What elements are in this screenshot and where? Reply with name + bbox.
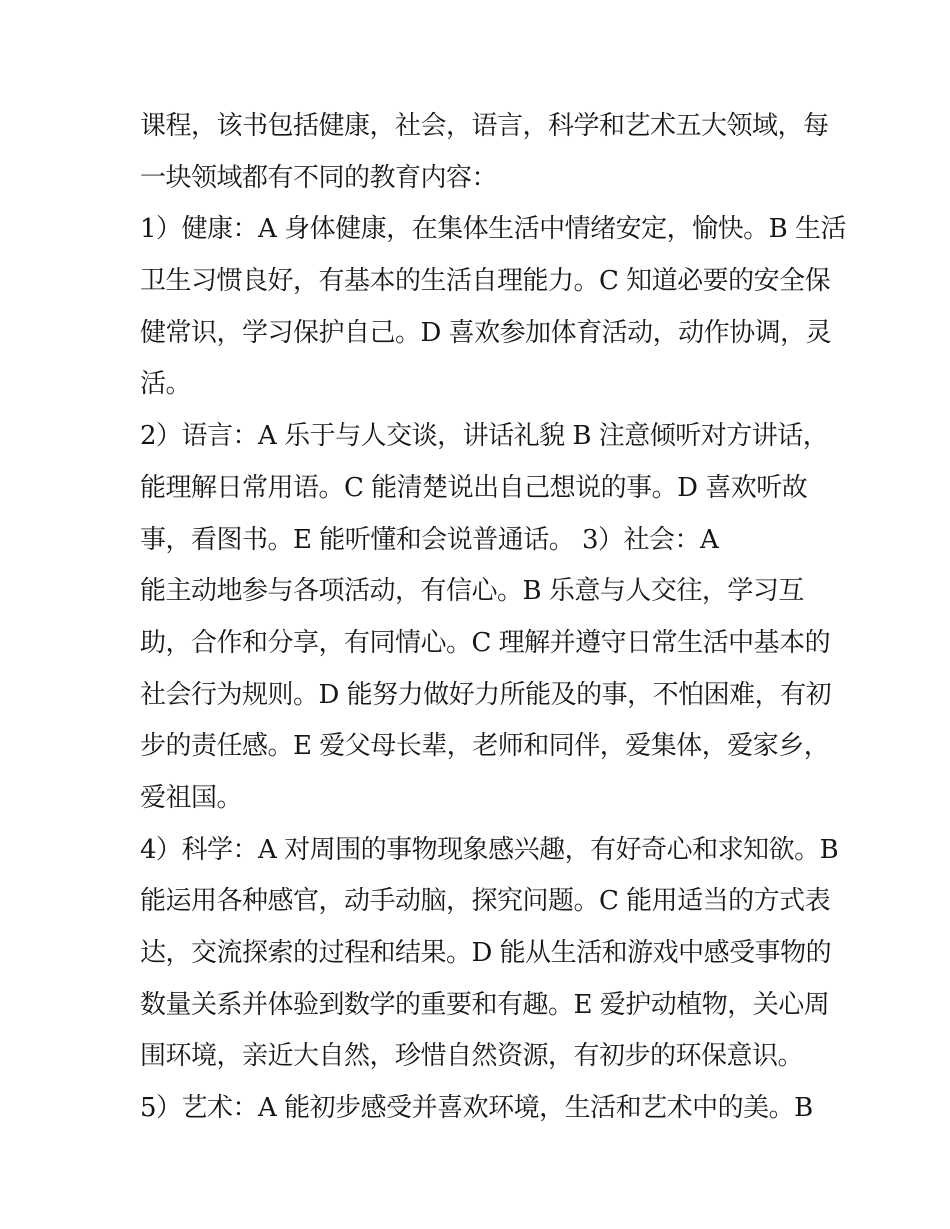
text-line: 事，看图书。E 能听懂和会说普通话。 3）社会：A xyxy=(140,524,719,555)
text-line: 4）科学：A 对周围的事物现象感兴趣，有好奇心和求知欲。B xyxy=(140,834,839,865)
text-line: 助，合作和分享，有同情心。C 理解并遵守日常生活中基本的 xyxy=(140,627,831,658)
text-line: 社会行为规则。D 能努力做好力所能及的事，不怕困难，有初 xyxy=(140,679,832,710)
text-line: 数量关系并体验到数学的重要和有趣。E 爱护动植物，关心周 xyxy=(140,989,830,1020)
text-line: 活。 xyxy=(140,369,192,400)
text-line: 5）艺术：A 能初步感受并喜欢环境，生活和艺术中的美。B xyxy=(140,1093,813,1124)
text-line: 能运用各种感官，动手动脑，探究问题。C 能用适当的方式表 xyxy=(140,886,831,917)
text-line: 一块领域都有不同的教育内容： xyxy=(140,162,498,193)
text-line: 1）健康：A 身体健康，在集体生活中情绪安定，愉快。B 生活 xyxy=(140,214,846,245)
text-line: 课程，该书包括健康，社会，语言，科学和艺术五大领域，每 xyxy=(140,111,829,141)
text-line: 卫生习惯良好，有基本的生活自理能力。C 知道必要的安全保 xyxy=(140,266,831,297)
text-line: 步的责任感。E 爱父母长辈，老师和同伴，爱集体，爱家乡， xyxy=(140,731,830,762)
text-line: 能理解日常用语。C 能清楚说出自己想说的事。D 喜欢听故 xyxy=(140,472,808,503)
text-line: 能主动地参与各项活动，有信心。B 乐意与人交往，学习互 xyxy=(140,576,804,607)
text-line: 围环境，亲近大自然，珍惜自然资源，有初步的环保意识。 xyxy=(140,1041,804,1072)
text-block xyxy=(140,101,846,1135)
text-line: 2）语言：A 乐于与人交谈，讲话礼貌 B 注意倾听对方讲话， xyxy=(140,421,829,452)
text-line: 达，交流探索的过程和结果。D 能从生活和游戏中感受事物的 xyxy=(140,938,832,968)
text-line: 健常识，学习保护自己。D 喜欢参加体育活动，动作协调，灵 xyxy=(140,317,832,348)
text-line: 爱祖国。 xyxy=(140,782,243,813)
